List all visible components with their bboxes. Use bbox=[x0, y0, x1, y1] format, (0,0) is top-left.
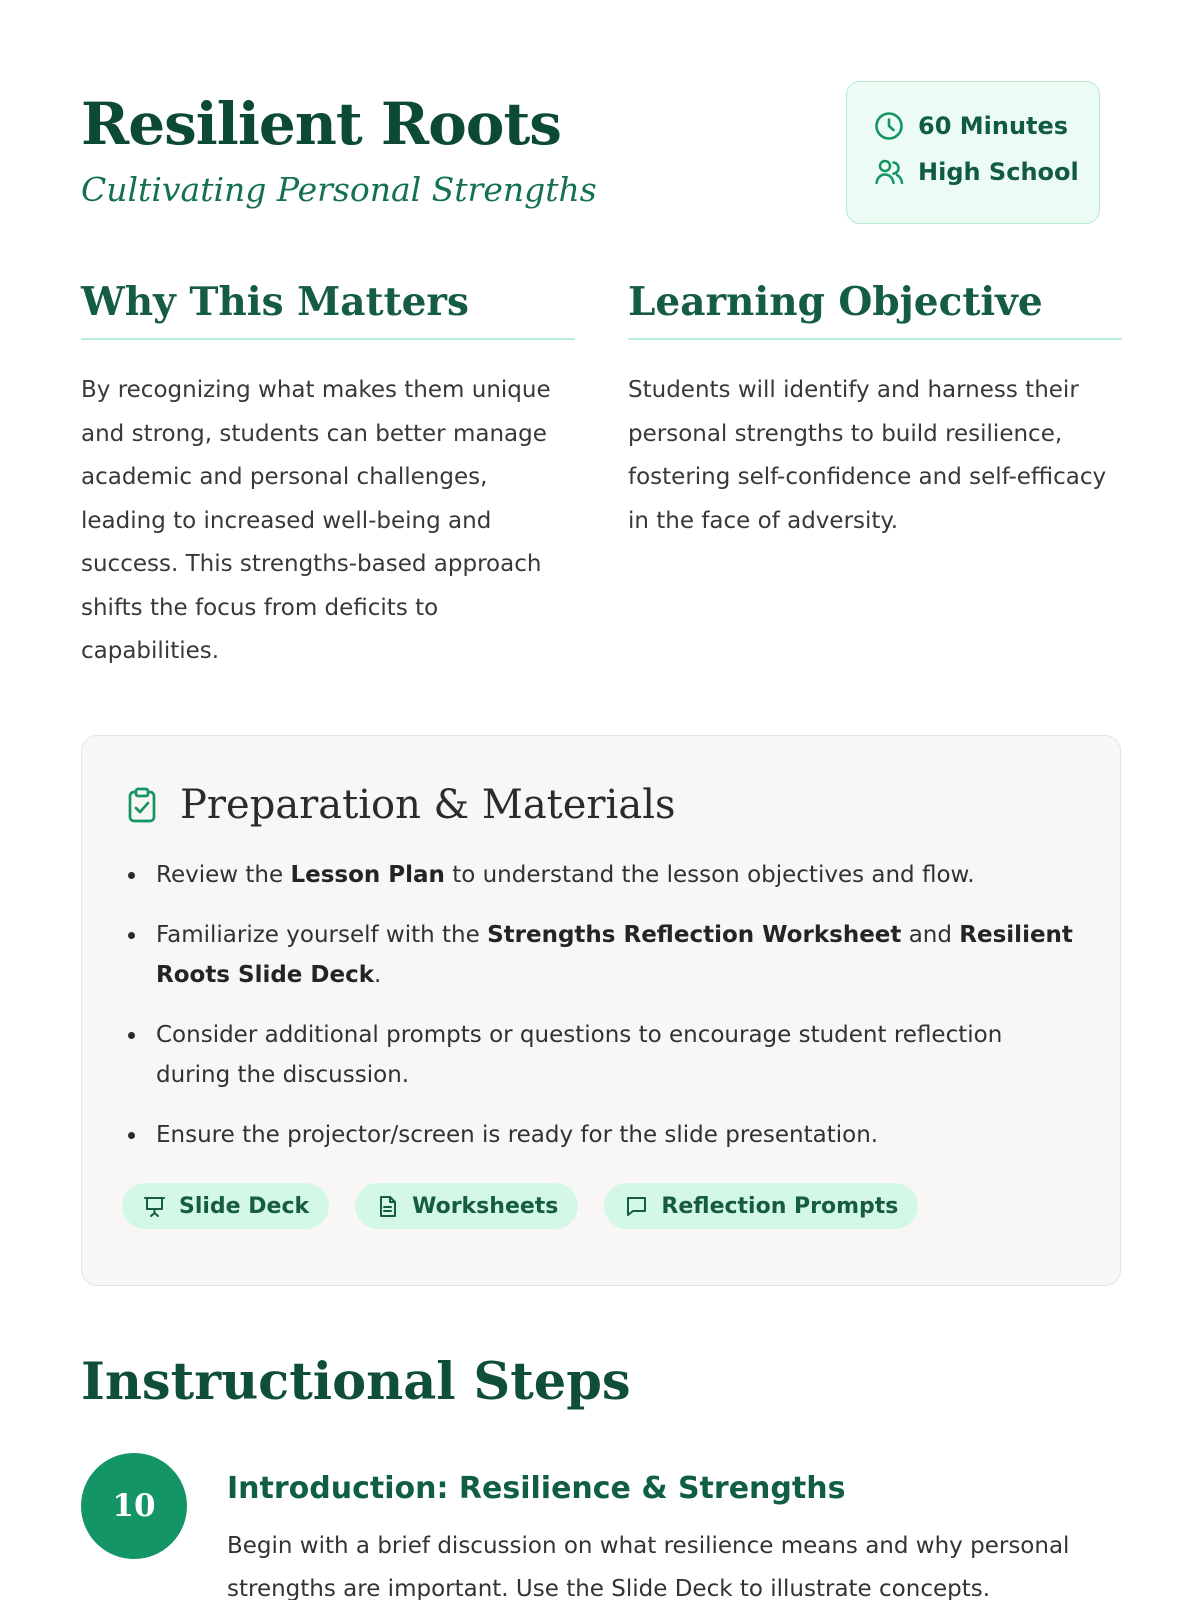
clock-icon bbox=[873, 110, 905, 142]
slide-deck-tag[interactable] bbox=[122, 1183, 329, 1229]
clipboard-check-icon bbox=[122, 785, 162, 825]
step-content bbox=[227, 1468, 1107, 1600]
instructional-steps-heading: Instructional Steps bbox=[81, 1352, 631, 1412]
preparation-item-projector: Ensure the projector/screen is ready for the slide presentation. bbox=[122, 1115, 1080, 1155]
lesson-meta-card bbox=[846, 81, 1100, 224]
bold-resource-name: Lesson Plan bbox=[290, 862, 445, 888]
list-item-text: and bbox=[901, 922, 960, 948]
audience-meta bbox=[873, 156, 1079, 188]
worksheets-tag[interactable] bbox=[355, 1183, 578, 1229]
users-icon bbox=[873, 156, 905, 188]
step-title: Introduction: Resilience & Strengths bbox=[227, 1471, 846, 1506]
learning-objective-heading: Learning Objective bbox=[628, 270, 1122, 340]
preparation-list bbox=[122, 855, 1080, 1155]
bold-resource-name: Strengths Reflection Worksheet bbox=[487, 922, 902, 948]
list-item-text: to understand the lesson objectives and flow. bbox=[444, 862, 975, 888]
preparation-item-prompts: Consider additional prompts or questions to encourage student reflection during the discussion. bbox=[122, 1015, 1080, 1095]
presentation-icon bbox=[142, 1194, 167, 1219]
learning-objective-text: Students will identify and harness their personal strengths to build resilience, fostering self-confidence and self-efficacy in the face of adversity. bbox=[628, 377, 1107, 534]
preparation-item-lesson-plan bbox=[122, 855, 1080, 895]
step-description: Begin with a brief discussion on what resilience means and why personal strengths are important. Use the Slide Deck to illustrate concepts. bbox=[227, 1533, 1070, 1600]
duration-text: 60 Minutes bbox=[918, 112, 1069, 140]
why-this-matters-heading: Why This Matters bbox=[81, 270, 575, 340]
overview-section bbox=[81, 270, 1107, 720]
audience-text: High School bbox=[918, 158, 1079, 186]
learning-objective-section bbox=[628, 270, 1122, 543]
why-this-matters-text: By recognizing what makes them unique and strong, students can better manage academic and personal challenges, leading to increased well-being and success. This strengths-based approach shifts the focus from deficits to capabilities. bbox=[81, 377, 551, 664]
lesson-header bbox=[81, 0, 1100, 270]
preparation-materials-heading bbox=[122, 762, 1080, 847]
material-tags bbox=[122, 1183, 1080, 1229]
slide-deck-label: Slide Deck bbox=[179, 1193, 310, 1219]
duration-meta bbox=[873, 110, 1073, 142]
reflection-prompts-tag[interactable] bbox=[604, 1183, 918, 1229]
list-item-text: Review the bbox=[156, 862, 291, 888]
step-duration-badge: 10 bbox=[81, 1453, 187, 1559]
list-item-text: . bbox=[374, 962, 382, 988]
worksheets-label: Worksheets bbox=[412, 1193, 559, 1219]
preparation-materials-card bbox=[81, 735, 1121, 1286]
lesson-title: Resilient Roots bbox=[81, 90, 561, 158]
chat-icon bbox=[624, 1194, 649, 1219]
preparation-materials-title: Preparation & Materials bbox=[180, 781, 676, 828]
reflection-prompts-label: Reflection Prompts bbox=[661, 1193, 899, 1219]
why-this-matters-section bbox=[81, 270, 575, 674]
bold-resource-name: Resilient Roots Slide Deck bbox=[156, 922, 1073, 988]
list-item-text: Familiarize yourself with the bbox=[156, 922, 488, 948]
lesson-subtitle: Cultivating Personal Strengths bbox=[81, 170, 597, 209]
preparation-item-resources bbox=[122, 915, 1080, 995]
document-icon bbox=[375, 1194, 400, 1219]
